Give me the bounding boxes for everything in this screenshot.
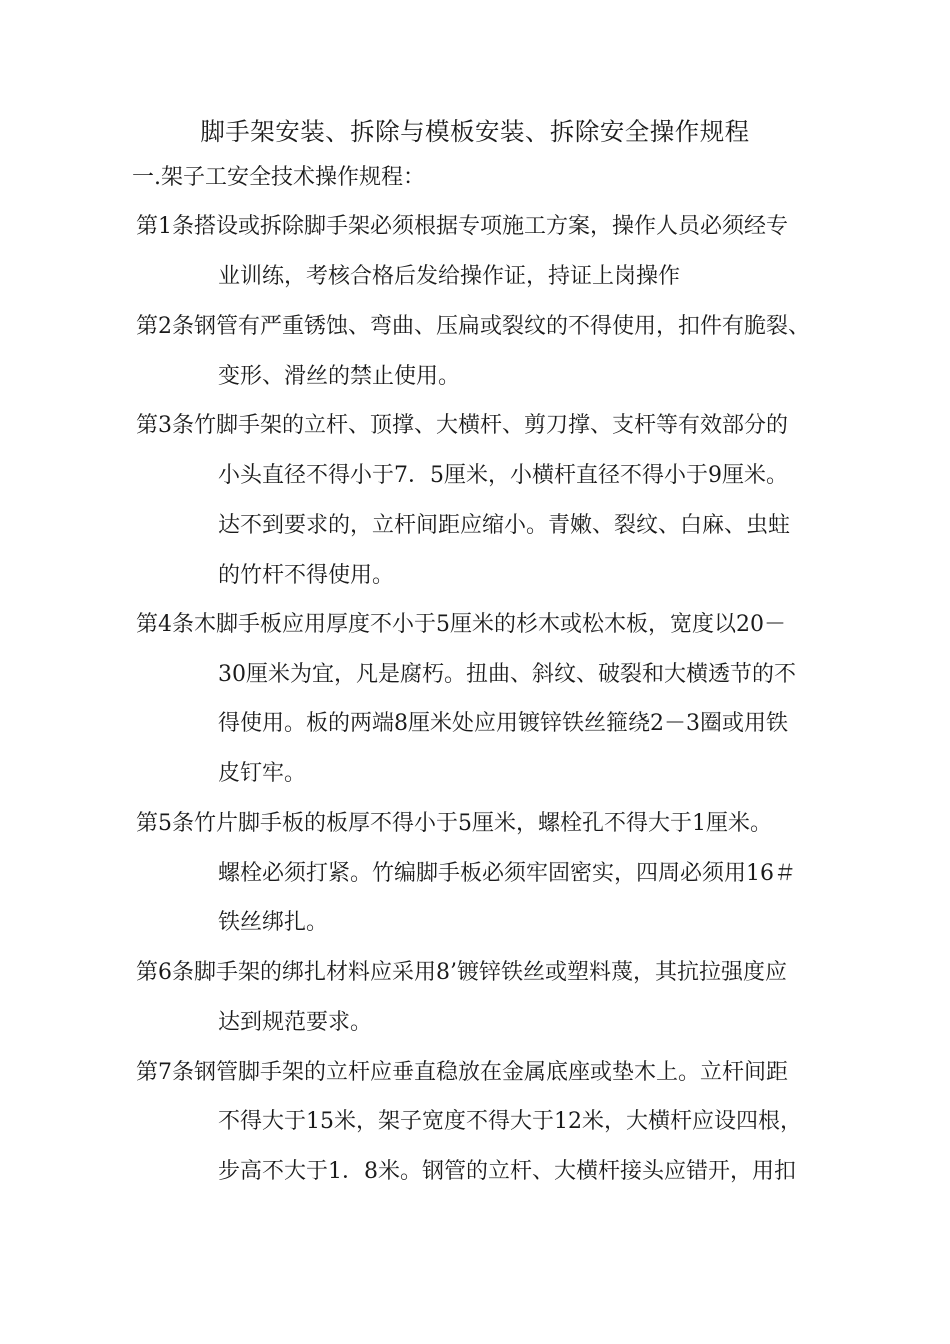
article-3-line-2: 小头直径不得小于7．5厘米，小横杆直径不得小于9厘米。 [218,463,788,488]
article-3-line-3: 达不到要求的，立杆间距应缩小。青嫩、裂纹、白麻、虫蛀 [218,513,791,538]
article-1-line-1: 第1条搭设或拆除脚手架必须根据专项施工方案，操作人员必须经专 [136,214,788,239]
article-7-line-1: 第7条钢管脚手架的立杆应垂直稳放在金属底座或垫木上。立杆间距 [136,1060,788,1085]
article-4-line-1: 第4条木脚手板应用厚度不小于5厘米的杉木或松木板，宽度以20－ [136,612,786,637]
article-4-line-2: 30厘米为宜，凡是腐朽。扭曲、斜纹、破裂和大横透节的不 [218,662,796,687]
article-6-line-1: 第6条脚手架的绑扎材料应采用8’镀锌铁丝或塑料蔑，其抗拉强度应 [136,960,787,985]
article-4-line-4: 皮钉牢。 [218,761,307,786]
article-2-line-1: 第2条钢管有严重锈蚀、弯曲、压扁或裂纹的不得使用，扣件有脆裂、 [136,314,810,339]
article-5-line-2: 螺栓必须打紧。竹编脚手板必须牢固密实，四周必须用16＃ [218,861,796,886]
article-3-line-4: 的竹杆不得使用。 [218,563,395,588]
article-3-line-1: 第3条竹脚手架的立杆、顶撑、大横杆、剪刀撑、支杆等有效部分的 [136,413,788,438]
article-2-line-2: 变形、滑丝的禁止使用。 [218,364,461,389]
article-7-line-2: 不得大于15米，架子宽度不得大于12米，大横杆应设四根， [218,1109,802,1134]
article-5-line-3: 铁丝绑扎。 [218,910,329,935]
section-heading: 一.架子工安全技术操作规程： [132,165,425,190]
article-1-line-2: 业训练，考核合格后发给操作证，持证上岗操作 [218,264,681,289]
article-4-line-3: 得使用。板的两端8厘米处应用镀锌铁丝箍绕2－3圈或用铁 [218,711,788,736]
article-7-line-3: 步高不大于1．8米。钢管的立杆、大横杆接头应错开，用扣 [218,1159,796,1184]
article-5-line-1: 第5条竹片脚手板的板厚不得小于5厘米，螺栓孔不得大于1厘米。 [136,811,772,836]
document-title: 脚手架安装、拆除与模板安装、拆除安全操作规程 [200,117,750,146]
article-6-line-2: 达到规范要求。 [218,1010,373,1035]
